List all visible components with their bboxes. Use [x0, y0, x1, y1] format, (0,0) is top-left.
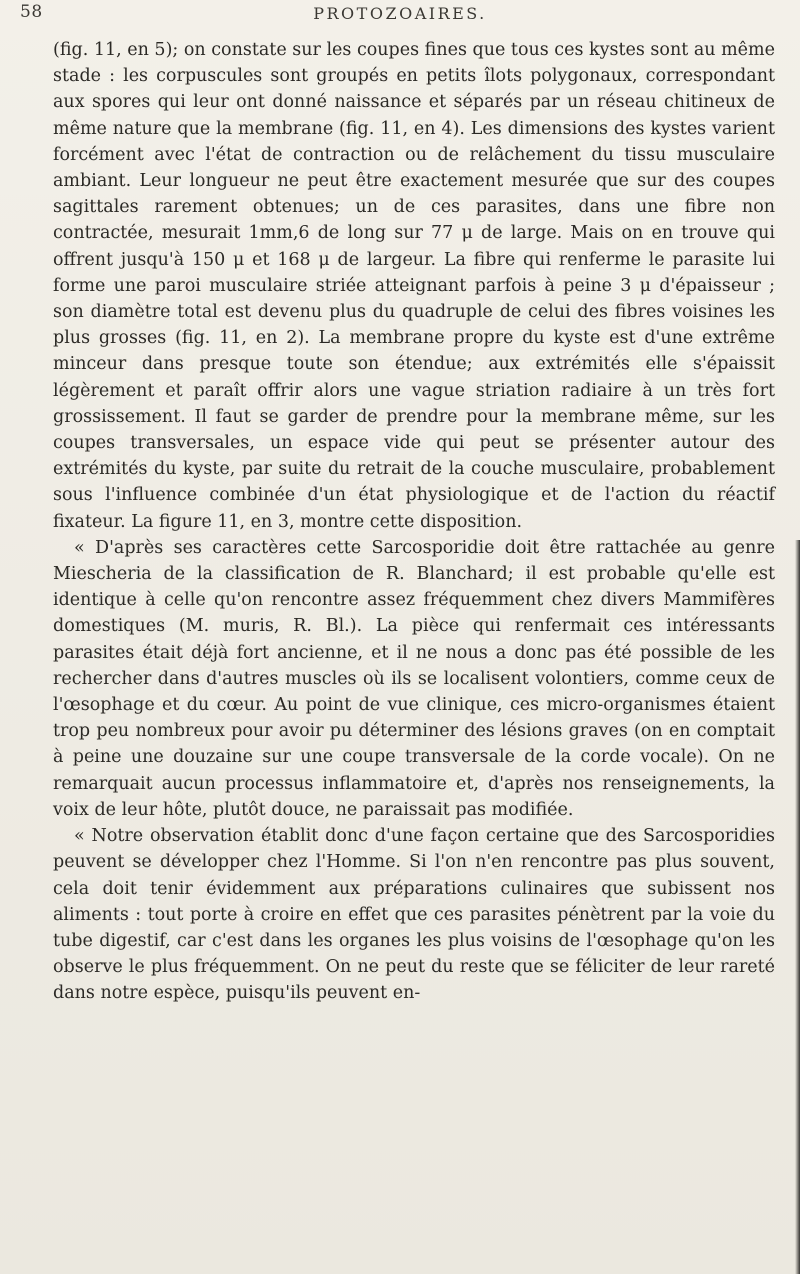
page-edge-shadow: [795, 540, 800, 1274]
paragraph-classification: « D'après ses caractères cette Sarcosporidie doit être rattachée au genre Miescheria de la classification de R. Blanchard; il est probable qu'elle est identique à celle qu'on rencontre assez fréquemment chez divers Mammifères domestiques (M. muris, R. Bl.). La pièce qui renfermait ces intéressants parasites était déjà fort ancienne, et il ne nous a donc pas été possible de les rechercher dans d'autres muscles où ils se localisent volontiers, comme ceux de l'œsophage et du cœur. Au point de vue clinique, ces micro-organismes étaient trop peu nombreux pour avoir pu déterminer des lésions graves (on en comptait à peine une douzaine sur une coupe transversale de la corde vocale). On ne remarquait aucun processus inflammatoire et, d'après nos renseignements, la voix de leur hôte, plutôt douce, ne paraissait pas modifiée.: [53, 537, 775, 820]
running-title: PROTOZOAIRES.: [313, 4, 487, 23]
page-number: 58: [20, 2, 43, 22]
paragraph-conclusion: « Notre observation établit donc d'une façon certaine que des Sarcosporidies peuvent se développer chez l'Homme. Si l'on n'en rencontre pas plus souvent, cela doit tenir évidemment aux préparations culinaires que subissent nos aliments : tout porte à croire en effet que ces parasites pénètrent par la voie du tube digestif, car c'est dans les organes les plus voisins de l'œsophage qu'on les observe le plus fréquemment. On ne peut du reste que se féliciter de leur rareté dans notre espèce, puisqu'ils peuvent en-: [53, 826, 775, 1004]
body-text: [53, 37, 775, 1007]
paragraph-kystes-description: (fig. 11, en 5); on constate sur les coupes fines que tous ces kystes sont au même stade : les corpuscules sont groupés en petits îlots polygonaux, correspondant aux spores qui leur ont donné naissance et séparés par un réseau chitineux de même nature que la membrane (fig. 11, en 4). Les dimensions des kystes varient forcément avec l'état de contraction ou de relâchement du tissu musculaire ambiant. Leur longueur ne peut être exactement mesurée que sur des coupes sagittales rarement obtenues; un de ces parasites, dans une fibre non contractée, mesurait 1mm,6 de long sur 77 μ de large. Mais on en trouve qui offrent jusqu'à 150 μ et 168 μ de largeur. La fibre qui renferme le parasite lui forme une paroi musculaire striée atteignant parfois à peine 3 μ d'épaisseur ; son diamètre total est devenu plus du quadruple de celui des fibres voisines les plus grosses (fig. 11, en 2). La membrane propre du kyste est d'une extrême minceur dans presque toute son étendue; aux extrémités elle s'épaissit légèrement et paraît offrir alors une vague striation radiaire à un très fort grossissement. Il faut se garder de prendre pour la membrane même, sur les coupes transversales, un espace vide qui peut se présenter autour des extrémités du kyste, par suite du retrait de la couche musculaire, probablement sous l'influence combinée d'un état physiologique et de l'action du réactif fixateur. La figure 11, en 3, montre cette disposition.: [53, 40, 775, 532]
